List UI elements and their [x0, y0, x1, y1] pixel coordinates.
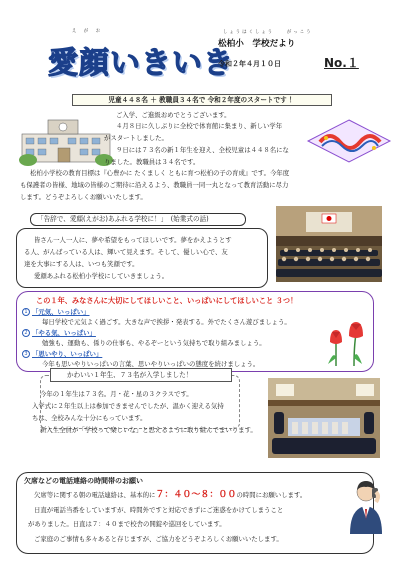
phone-hours: ７：４０～８：００ — [155, 490, 237, 500]
wish-3-number: 3 — [22, 350, 30, 358]
man-on-phone-illustration — [346, 478, 386, 536]
intro-line-2: ４月８日に久しぶりに全校で体育館に集まり、新しい学年 — [116, 122, 283, 130]
phone-line-2: 日直が電話当番をしていますが、時間外ですと対応できずにご迷惑をかけてしまうこと — [34, 506, 284, 514]
welcome-line-3: ちは、全校みんな十分にもっています。 — [32, 414, 147, 422]
headline-banner: 児童４４８名 ＋ 教職員３４名で 令和２年度のスタートです ！ — [72, 94, 332, 106]
intro-line-7: も保護者の皆様、地域の皆様のご期待に沿えるよう、教職員一同一丸となって教育活動に尽力 — [20, 181, 289, 189]
message-line-1: 皆さん一人一人に、夢や希望をもってほしいです。夢をかえようとす — [34, 236, 232, 244]
wish-2-heading — [22, 329, 96, 338]
ceremony-photo — [276, 206, 382, 282]
tulip-illustration — [322, 318, 372, 368]
wish-2-title: 「やる気、いっぱい」 — [32, 329, 96, 337]
intro-line-4: ９日には７３名の新１年生を迎え、全校児童は４４８名にな — [116, 146, 289, 154]
message-line-3: 達を大事にする人は、いつも笑顔です。 — [24, 260, 139, 268]
wish-1-title: 「元気、いっぱい」 — [32, 308, 90, 316]
welcome-line-2: 入学式に２年生以上は参加できませんでしたが、温かく迎える気持 — [32, 402, 224, 410]
phone-contact-title: 欠席などの電話連絡の時間帯のお願い — [24, 477, 143, 485]
phone-line-4: ご家庭のご事情も多々あると存じますが、ご協力をどうぞよろしくお願いいたします。 — [34, 535, 283, 543]
masthead-title-ruby: え が お — [72, 29, 103, 34]
phone-line-1-tail: の時間にお願いします。 — [236, 491, 307, 499]
intro-line-6: 松柏小学校の教育目標は『心豊かに たくましく ともに育つ松柏の子の育成』です。今年度 — [30, 169, 290, 177]
welcome-line-1: 今年の１年生は７３名。月・花・星の３クラスです。 — [40, 390, 193, 398]
school-name: 松柏小 学校だより — [218, 39, 296, 49]
principal-message-title: 「告辞で、愛顔(えがお)あふれる学校に！」 (始業式の話) — [30, 213, 246, 226]
intro-line-1: ご入学、ご進級おめでとうございます。 — [116, 111, 231, 119]
message-line-4: 愛顔あふれる松柏小学校にしていきましょう。 — [34, 272, 169, 280]
first-graders-title: かわいい１年生、７３名が入学しました！ — [50, 368, 232, 382]
wish-2-number: 2 — [22, 329, 30, 337]
intro-line-5: りました。教職員は３４名です。 — [104, 158, 200, 166]
masthead-title: 愛顔いきいき — [48, 46, 234, 81]
school-name-ruby: しょうはくしょう がっこう — [223, 30, 313, 35]
phone-line-1 — [34, 491, 306, 500]
phone-line-3: がありました。日直は７：４０まで校舎の開錠や巡回をしています。 — [28, 520, 226, 528]
intro-line-8: します。どうぞよろしくお願いいたします。 — [20, 193, 147, 201]
message-line-2: る人、がんばっている人は、輝いて見えます。そして、優しい心で、友 — [24, 248, 228, 256]
issue-date: 令和２年４月１０日 — [218, 60, 281, 68]
issue-number: No.１ — [324, 56, 359, 70]
wish-1-heading — [22, 308, 90, 317]
wish-3-heading — [22, 350, 102, 359]
wish-2-text: 勉強も、運動も、係りの仕事も、やるぞーという気持ちで取り組みましょう。 — [42, 339, 266, 347]
welcome-line-4: 新入生全員が「学校って楽しいな」と思えるように取り組んでまいります。 — [40, 426, 257, 434]
school-building-illustration — [18, 112, 114, 166]
three-wishes-title: この１年、みなさんに大切にしてほしいこと、いっぱいにしてほしいこと ３つ！ — [36, 296, 298, 305]
cheer-badge-illustration — [306, 118, 392, 164]
phone-line-1-lead: 欠席等に関する朝の電話連絡は、基本的に — [34, 491, 156, 499]
wish-1-text: 毎日学校で元気よく過ごす。大きな声で挨拶・発表する。外でたくさん遊びましょう。 — [42, 318, 291, 326]
wish-1-number: 1 — [22, 308, 30, 316]
wish-3-text: 今年も思いやりいっぱいの言葉、思いやりいっぱいの態度を続けましょう。 — [42, 360, 260, 368]
wish-3-title: 「思いやり、いっぱい」 — [32, 350, 103, 358]
intro-line-3: がスタートしました。 — [104, 134, 168, 142]
entrance-ceremony-photo — [268, 378, 380, 458]
